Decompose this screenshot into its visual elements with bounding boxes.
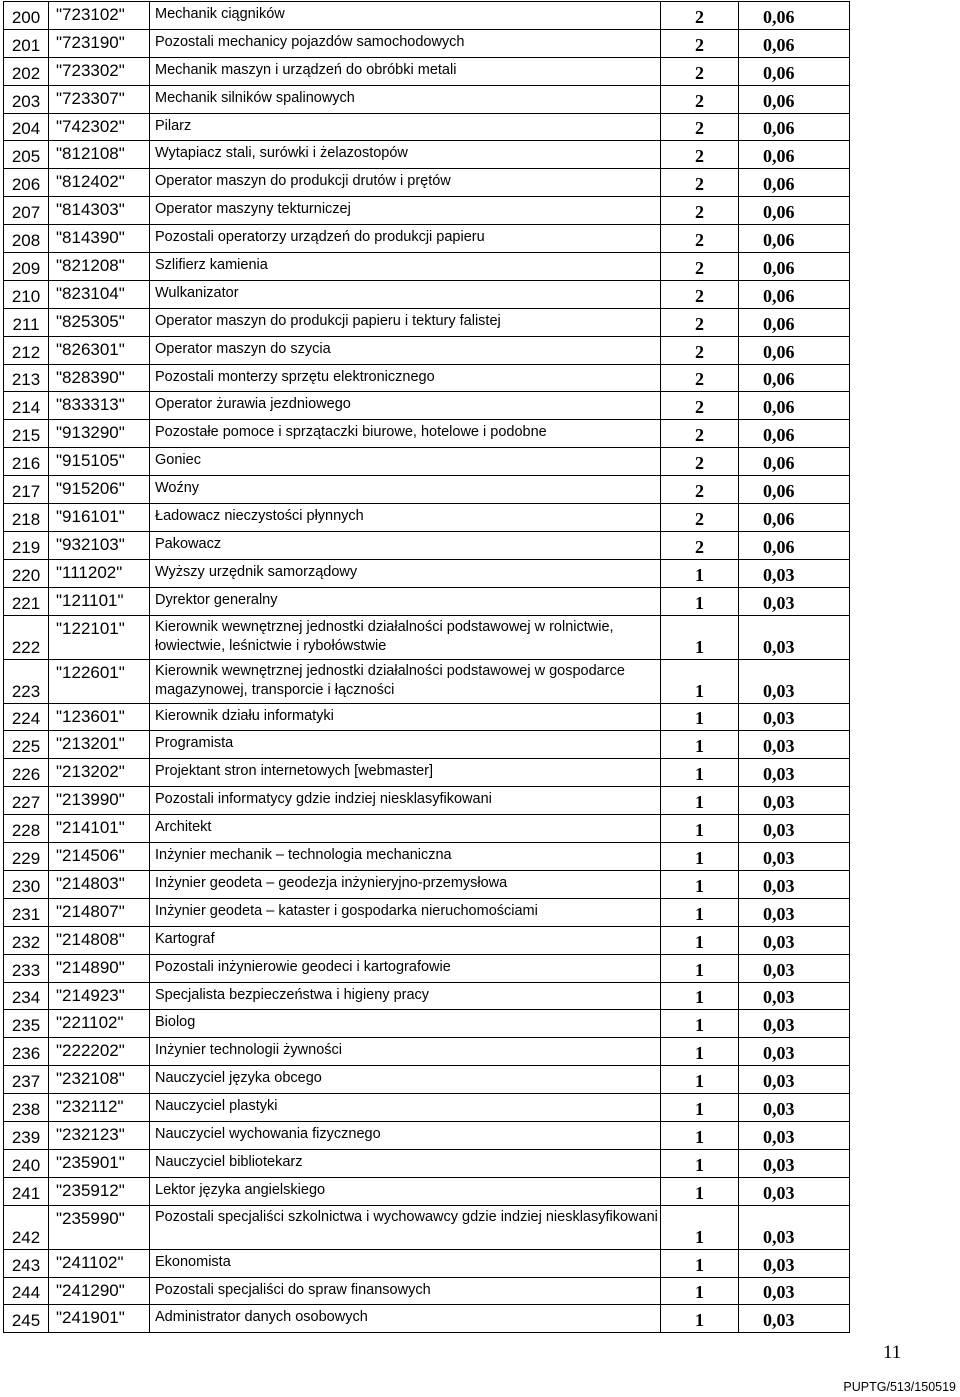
occupation-name-cell: Kierownik działu informatyki — [150, 703, 661, 731]
occupation-name-cell: Nauczyciel wychowania fizycznego — [150, 1121, 661, 1149]
count-cell: 1 — [661, 1066, 739, 1094]
count-cell: 1 — [661, 587, 739, 615]
count-cell: 1 — [661, 870, 739, 898]
occupation-name-cell: Mechanik maszyn i urządzeń do obróbki metali — [150, 57, 661, 85]
occupation-code-cell: "232108" — [49, 1066, 150, 1094]
row-number-cell: 234 — [4, 982, 49, 1010]
percent-cell: 0,06 — [739, 85, 850, 113]
table-row — [4, 982, 850, 1010]
occupation-name-cell: Nauczyciel plastyki — [150, 1094, 661, 1122]
table-row — [4, 504, 850, 532]
occupation-name-cell: Ładowacz nieczystości płynnych — [150, 504, 661, 532]
occupation-code-cell: "235990" — [49, 1205, 150, 1249]
count-cell: 2 — [661, 57, 739, 85]
count-cell: 2 — [661, 225, 739, 253]
occupation-code-cell: "232112" — [49, 1094, 150, 1122]
occupation-code-cell: "915206" — [49, 476, 150, 504]
percent-cell: 0,03 — [739, 659, 850, 703]
row-number-cell: 227 — [4, 787, 49, 815]
table-row — [4, 1277, 850, 1305]
row-number-cell: 220 — [4, 559, 49, 587]
percent-cell: 0,06 — [739, 308, 850, 336]
occupation-name-cell: Pozostali specjaliści do spraw finansowych — [150, 1277, 661, 1305]
percent-cell: 0,03 — [739, 982, 850, 1010]
occupation-name-cell: Specjalista bezpieczeństwa i higieny pracy — [150, 982, 661, 1010]
occupation-name-cell: Szlifierz kamienia — [150, 253, 661, 281]
occupation-name-cell: Kierownik wewnętrznej jednostki działalności podstawowej w rolnictwie, łowiectwie, leśnictwie i rybołówstwie — [150, 615, 661, 659]
row-number-cell: 218 — [4, 504, 49, 532]
occupation-name-cell: Mechanik silników spalinowych — [150, 85, 661, 113]
table-row — [4, 476, 850, 504]
page-number: 11 — [883, 1342, 902, 1363]
count-cell: 1 — [661, 1205, 739, 1249]
occupation-name-cell: Wulkanizator — [150, 280, 661, 308]
table-row — [4, 703, 850, 731]
table-row — [4, 1305, 850, 1333]
percent-cell: 0,06 — [739, 392, 850, 420]
occupation-code-cell: "214890" — [49, 954, 150, 982]
percent-cell: 0,03 — [739, 587, 850, 615]
occupation-name-cell: Operator maszyn do szycia — [150, 336, 661, 364]
row-number-cell: 205 — [4, 141, 49, 169]
occupation-code-cell: "214101" — [49, 815, 150, 843]
occupation-name-cell: Wytapiacz stali, surówki i żelazostopów — [150, 141, 661, 169]
table-row — [4, 392, 850, 420]
table-row — [4, 587, 850, 615]
table-row — [4, 787, 850, 815]
table-row — [4, 1038, 850, 1066]
table-row — [4, 659, 850, 703]
occupation-code-cell: "214923" — [49, 982, 150, 1010]
table-row — [4, 759, 850, 787]
row-number-cell: 232 — [4, 926, 49, 954]
percent-cell: 0,06 — [739, 197, 850, 225]
percent-cell: 0,03 — [739, 759, 850, 787]
percent-cell: 0,03 — [739, 787, 850, 815]
table-row — [4, 2, 850, 30]
occupation-code-cell: "235912" — [49, 1177, 150, 1205]
count-cell: 1 — [661, 954, 739, 982]
occupation-name-cell: Ekonomista — [150, 1249, 661, 1277]
count-cell: 2 — [661, 504, 739, 532]
occupation-code-cell: "214506" — [49, 843, 150, 871]
occupation-code-cell: "932103" — [49, 531, 150, 559]
occupation-code-cell: "241290" — [49, 1277, 150, 1305]
count-cell: 1 — [661, 1149, 739, 1177]
occupation-code-cell: "723302" — [49, 57, 150, 85]
percent-cell: 0,03 — [739, 815, 850, 843]
count-cell: 2 — [661, 85, 739, 113]
row-number-cell: 222 — [4, 615, 49, 659]
row-number-cell: 225 — [4, 731, 49, 759]
occupation-code-cell: "814303" — [49, 197, 150, 225]
occupation-name-cell: Inżynier geodeta – kataster i gospodarka nieruchomościami — [150, 898, 661, 926]
count-cell: 1 — [661, 982, 739, 1010]
row-number-cell: 240 — [4, 1149, 49, 1177]
occupation-code-cell: "122101" — [49, 615, 150, 659]
percent-cell: 0,03 — [739, 954, 850, 982]
percent-cell: 0,03 — [739, 1177, 850, 1205]
occupation-name-cell: Pakowacz — [150, 531, 661, 559]
occupation-name-cell: Administrator danych osobowych — [150, 1305, 661, 1333]
count-cell: 1 — [661, 1305, 739, 1333]
row-number-cell: 200 — [4, 2, 49, 30]
percent-cell: 0,03 — [739, 559, 850, 587]
row-number-cell: 224 — [4, 703, 49, 731]
table-row — [4, 141, 850, 169]
percent-cell: 0,06 — [739, 113, 850, 141]
count-cell: 1 — [661, 898, 739, 926]
occupation-name-cell: Inżynier mechanik – technologia mechaniczna — [150, 843, 661, 871]
percent-cell: 0,03 — [739, 843, 850, 871]
table-row — [4, 926, 850, 954]
count-cell: 2 — [661, 364, 739, 392]
count-cell: 2 — [661, 169, 739, 197]
percent-cell: 0,06 — [739, 448, 850, 476]
count-cell: 2 — [661, 336, 739, 364]
percent-cell: 0,06 — [739, 531, 850, 559]
occupation-code-cell: "222202" — [49, 1038, 150, 1066]
count-cell: 2 — [661, 113, 739, 141]
count-cell: 2 — [661, 448, 739, 476]
table-row — [4, 1121, 850, 1149]
percent-cell: 0,03 — [739, 926, 850, 954]
row-number-cell: 233 — [4, 954, 49, 982]
row-number-cell: 237 — [4, 1066, 49, 1094]
occupation-code-cell: "235901" — [49, 1149, 150, 1177]
occupation-name-cell: Pozostali operatorzy urządzeń do produkcji papieru — [150, 225, 661, 253]
occupation-name-cell: Architekt — [150, 815, 661, 843]
occupation-name-cell: Woźny — [150, 476, 661, 504]
occupation-name-cell: Inżynier geodeta – geodezja inżynieryjno-przemysłowa — [150, 870, 661, 898]
row-number-cell: 230 — [4, 870, 49, 898]
occupation-code-cell: "232123" — [49, 1121, 150, 1149]
count-cell: 1 — [661, 1094, 739, 1122]
count-cell: 1 — [661, 787, 739, 815]
count-cell: 2 — [661, 197, 739, 225]
row-number-cell: 217 — [4, 476, 49, 504]
count-cell: 2 — [661, 420, 739, 448]
occupation-code-cell: "913290" — [49, 420, 150, 448]
count-cell: 1 — [661, 703, 739, 731]
table-row — [4, 253, 850, 281]
occupation-code-cell: "723190" — [49, 29, 150, 57]
count-cell: 1 — [661, 843, 739, 871]
occupation-code-cell: "214807" — [49, 898, 150, 926]
table-row — [4, 731, 850, 759]
occupation-code-cell: "812402" — [49, 169, 150, 197]
count-cell: 1 — [661, 1010, 739, 1038]
occupation-name-cell: Pozostali informatycy gdzie indziej niesklasyfikowani — [150, 787, 661, 815]
count-cell: 2 — [661, 531, 739, 559]
occupation-code-cell: "823104" — [49, 280, 150, 308]
table-row — [4, 113, 850, 141]
row-number-cell: 213 — [4, 364, 49, 392]
occupation-name-cell: Operator maszyny tekturniczej — [150, 197, 661, 225]
occupation-name-cell: Pozostałe pomoce i sprzątaczki biurowe, hotelowe i podobne — [150, 420, 661, 448]
occupation-code-cell: "213201" — [49, 731, 150, 759]
row-number-cell: 202 — [4, 57, 49, 85]
occupation-code-cell: "812108" — [49, 141, 150, 169]
table-row — [4, 169, 850, 197]
percent-cell: 0,06 — [739, 336, 850, 364]
occupation-code-cell: "214808" — [49, 926, 150, 954]
table-row — [4, 870, 850, 898]
row-number-cell: 207 — [4, 197, 49, 225]
row-number-cell: 208 — [4, 225, 49, 253]
row-number-cell: 236 — [4, 1038, 49, 1066]
percent-cell: 0,03 — [739, 703, 850, 731]
percent-cell: 0,06 — [739, 57, 850, 85]
table-row — [4, 1249, 850, 1277]
table-row — [4, 280, 850, 308]
table-row — [4, 336, 850, 364]
table-row — [4, 57, 850, 85]
occupation-code-cell: "213202" — [49, 759, 150, 787]
percent-cell: 0,03 — [739, 1010, 850, 1038]
occupation-name-cell: Dyrektor generalny — [150, 587, 661, 615]
row-number-cell: 215 — [4, 420, 49, 448]
row-number-cell: 210 — [4, 280, 49, 308]
row-number-cell: 245 — [4, 1305, 49, 1333]
table-row — [4, 85, 850, 113]
count-cell: 1 — [661, 1038, 739, 1066]
occupation-name-cell: Inżynier technologii żywności — [150, 1038, 661, 1066]
count-cell: 1 — [661, 615, 739, 659]
occupation-code-cell: "821208" — [49, 253, 150, 281]
table-row — [4, 1066, 850, 1094]
row-number-cell: 243 — [4, 1249, 49, 1277]
table-row — [4, 225, 850, 253]
table-row — [4, 815, 850, 843]
occupation-name-cell: Pozostali monterzy sprzętu elektronicznego — [150, 364, 661, 392]
occupation-table-body — [4, 2, 850, 1333]
row-number-cell: 219 — [4, 531, 49, 559]
occupation-code-cell: "122601" — [49, 659, 150, 703]
table-row — [4, 615, 850, 659]
row-number-cell: 223 — [4, 659, 49, 703]
table-row — [4, 308, 850, 336]
occupation-name-cell: Operator maszyn do produkcji papieru i tektury falistej — [150, 308, 661, 336]
occupation-name-cell: Operator żurawia jezdniowego — [150, 392, 661, 420]
percent-cell: 0,06 — [739, 169, 850, 197]
document-id: PUPTG/513/150519 — [843, 1380, 956, 1394]
table-row — [4, 1094, 850, 1122]
count-cell: 1 — [661, 815, 739, 843]
count-cell: 2 — [661, 392, 739, 420]
row-number-cell: 231 — [4, 898, 49, 926]
occupation-name-cell: Nauczyciel języka obcego — [150, 1066, 661, 1094]
count-cell: 2 — [661, 253, 739, 281]
occupation-name-cell: Kierownik wewnętrznej jednostki działalności podstawowej w gospodarce magazynowej, transporcie i łączności — [150, 659, 661, 703]
percent-cell: 0,06 — [739, 2, 850, 30]
row-number-cell: 214 — [4, 392, 49, 420]
row-number-cell: 203 — [4, 85, 49, 113]
occupation-name-cell: Pozostali inżynierowie geodeci i kartografowie — [150, 954, 661, 982]
count-cell: 1 — [661, 759, 739, 787]
table-row — [4, 1010, 850, 1038]
count-cell: 1 — [661, 659, 739, 703]
occupation-code-cell: "123601" — [49, 703, 150, 731]
count-cell: 1 — [661, 1121, 739, 1149]
percent-cell: 0,06 — [739, 141, 850, 169]
row-number-cell: 242 — [4, 1205, 49, 1249]
table-row — [4, 364, 850, 392]
percent-cell: 0,03 — [739, 1066, 850, 1094]
percent-cell: 0,03 — [739, 1305, 850, 1333]
row-number-cell: 204 — [4, 113, 49, 141]
occupation-code-cell: "915105" — [49, 448, 150, 476]
occupation-code-cell: "121101" — [49, 587, 150, 615]
occupation-code-cell: "241102" — [49, 1249, 150, 1277]
occupation-code-cell: "828390" — [49, 364, 150, 392]
occupation-code-cell: "241901" — [49, 1305, 150, 1333]
percent-cell: 0,06 — [739, 504, 850, 532]
table-row — [4, 420, 850, 448]
row-number-cell: 229 — [4, 843, 49, 871]
table-row — [4, 531, 850, 559]
percent-cell: 0,06 — [739, 364, 850, 392]
row-number-cell: 235 — [4, 1010, 49, 1038]
occupation-code-cell: "742302" — [49, 113, 150, 141]
occupation-code-cell: "723307" — [49, 85, 150, 113]
row-number-cell: 221 — [4, 587, 49, 615]
percent-cell: 0,03 — [739, 1149, 850, 1177]
percent-cell: 0,06 — [739, 29, 850, 57]
count-cell: 1 — [661, 1277, 739, 1305]
count-cell: 2 — [661, 476, 739, 504]
occupation-code-cell: "814390" — [49, 225, 150, 253]
occupation-name-cell: Pilarz — [150, 113, 661, 141]
percent-cell: 0,03 — [739, 1038, 850, 1066]
occupation-code-cell: "111202" — [49, 559, 150, 587]
occupation-code-cell: "221102" — [49, 1010, 150, 1038]
count-cell: 1 — [661, 1249, 739, 1277]
occupation-code-cell: "833313" — [49, 392, 150, 420]
count-cell: 2 — [661, 2, 739, 30]
percent-cell: 0,06 — [739, 280, 850, 308]
percent-cell: 0,03 — [739, 615, 850, 659]
row-number-cell: 241 — [4, 1177, 49, 1205]
row-number-cell: 201 — [4, 29, 49, 57]
percent-cell: 0,03 — [739, 1249, 850, 1277]
row-number-cell: 216 — [4, 448, 49, 476]
occupation-table — [3, 1, 850, 1333]
occupation-name-cell: Kartograf — [150, 926, 661, 954]
occupation-code-cell: "916101" — [49, 504, 150, 532]
table-row — [4, 448, 850, 476]
table-row — [4, 1149, 850, 1177]
count-cell: 2 — [661, 280, 739, 308]
table-row — [4, 1205, 850, 1249]
count-cell: 2 — [661, 141, 739, 169]
occupation-code-cell: "723102" — [49, 2, 150, 30]
percent-cell: 0,03 — [739, 1121, 850, 1149]
percent-cell: 0,03 — [739, 1094, 850, 1122]
occupation-name-cell: Programista — [150, 731, 661, 759]
count-cell: 1 — [661, 559, 739, 587]
occupation-name-cell: Mechanik ciągników — [150, 2, 661, 30]
row-number-cell: 226 — [4, 759, 49, 787]
table-row — [4, 843, 850, 871]
table-row — [4, 954, 850, 982]
row-number-cell: 209 — [4, 253, 49, 281]
row-number-cell: 211 — [4, 308, 49, 336]
table-row — [4, 197, 850, 225]
percent-cell: 0,06 — [739, 420, 850, 448]
occupation-name-cell: Goniec — [150, 448, 661, 476]
table-row — [4, 559, 850, 587]
percent-cell: 0,06 — [739, 476, 850, 504]
occupation-name-cell: Lektor języka angielskiego — [150, 1177, 661, 1205]
table-row — [4, 1177, 850, 1205]
occupation-name-cell: Pozostali mechanicy pojazdów samochodowych — [150, 29, 661, 57]
row-number-cell: 212 — [4, 336, 49, 364]
percent-cell: 0,06 — [739, 253, 850, 281]
occupation-code-cell: "825305" — [49, 308, 150, 336]
percent-cell: 0,03 — [739, 1277, 850, 1305]
table-row — [4, 29, 850, 57]
row-number-cell: 228 — [4, 815, 49, 843]
percent-cell: 0,03 — [739, 898, 850, 926]
count-cell: 1 — [661, 1177, 739, 1205]
percent-cell: 0,03 — [739, 870, 850, 898]
percent-cell: 0,03 — [739, 1205, 850, 1249]
occupation-code-cell: "826301" — [49, 336, 150, 364]
row-number-cell: 239 — [4, 1121, 49, 1149]
occupation-name-cell: Nauczyciel bibliotekarz — [150, 1149, 661, 1177]
count-cell: 2 — [661, 308, 739, 336]
occupation-name-cell: Wyższy urzędnik samorządowy — [150, 559, 661, 587]
occupation-code-cell: "214803" — [49, 870, 150, 898]
count-cell: 1 — [661, 731, 739, 759]
count-cell: 1 — [661, 926, 739, 954]
percent-cell: 0,06 — [739, 225, 850, 253]
row-number-cell: 244 — [4, 1277, 49, 1305]
occupation-name-cell: Operator maszyn do produkcji drutów i prętów — [150, 169, 661, 197]
table-row — [4, 898, 850, 926]
percent-cell: 0,03 — [739, 731, 850, 759]
occupation-name-cell: Biolog — [150, 1010, 661, 1038]
occupation-code-cell: "213990" — [49, 787, 150, 815]
occupation-name-cell: Pozostali specjaliści szkolnictwa i wychowawcy gdzie indziej niesklasyfikowani — [150, 1205, 661, 1249]
row-number-cell: 206 — [4, 169, 49, 197]
count-cell: 2 — [661, 29, 739, 57]
occupation-name-cell: Projektant stron internetowych [webmaster] — [150, 759, 661, 787]
row-number-cell: 238 — [4, 1094, 49, 1122]
